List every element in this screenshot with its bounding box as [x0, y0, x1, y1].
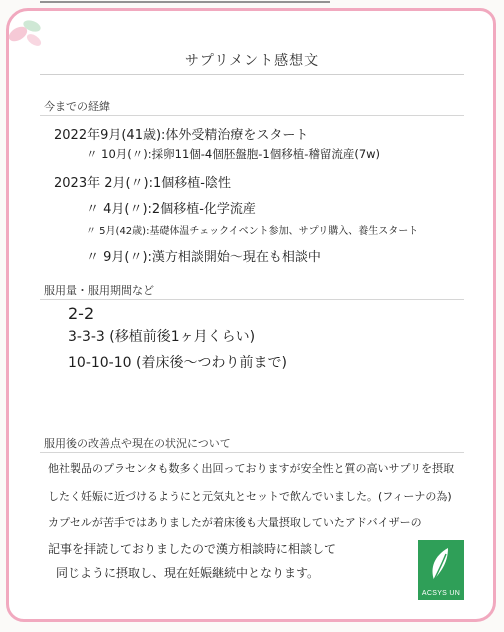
- logo-text: ACSYS UN: [421, 590, 461, 597]
- comment-line: 他社製品のプラセンタも数多く出回っておりますが安全性と質の高いサプリを摂取: [48, 462, 455, 475]
- history-line: 〃 5月(42歳):基礎体温チェックイベント参加、サプリ購入、養生スタート: [86, 226, 419, 237]
- section-dosage-divider: [40, 299, 464, 300]
- leaf-decoration-icon: [4, 12, 52, 52]
- comment-line: カプセルが苦手ではありましたが着床後も大量摂取していたアドバイザーの: [48, 516, 422, 529]
- section-improvement-divider: [40, 452, 464, 453]
- top-border-line: [0, 0, 504, 6]
- history-line: 〃 9月(〃):漢方相談開始〜現在も相談中: [86, 250, 321, 265]
- leaf-logo-icon: [426, 546, 456, 584]
- section-dosage-label: 服用量・服用期間など: [44, 284, 154, 297]
- comment-line: 記事を拝読しておりましたので漢方相談時に相談して: [48, 542, 337, 556]
- brand-logo: [418, 540, 464, 600]
- history-line: 2023年 2月(〃):1個移植-陰性: [54, 176, 231, 191]
- title-divider: [40, 74, 464, 75]
- history-line: 2022年9月(41歳):体外受精治療をスタート: [54, 128, 309, 143]
- dosage-line: 3-3-3 (移植前後1ヶ月くらい): [68, 329, 256, 345]
- comment-line: 同じように摂取し、現在妊娠継続中となります。: [56, 566, 320, 580]
- comment-line: したく妊娠に近づけるようにと元気丸とセットで飲んでいました。(フィーナの為): [48, 490, 452, 503]
- dosage-line: 2-2: [68, 304, 95, 323]
- section-history-divider: [40, 115, 464, 116]
- history-line: 〃 10月(〃):採卵11個-4個胚盤胞-1個移植-稽留流産(7w): [86, 147, 381, 161]
- history-line: 〃 4月(〃):2個移植-化学流産: [86, 202, 256, 217]
- section-history-label: 今までの経緯: [44, 100, 110, 113]
- dosage-line: 10-10-10 (着床後〜つわり前まで): [68, 355, 287, 371]
- page-title: サプリメント感想文: [184, 53, 320, 69]
- section-improvement-label: 服用後の改善点や現在の状況について: [44, 437, 231, 450]
